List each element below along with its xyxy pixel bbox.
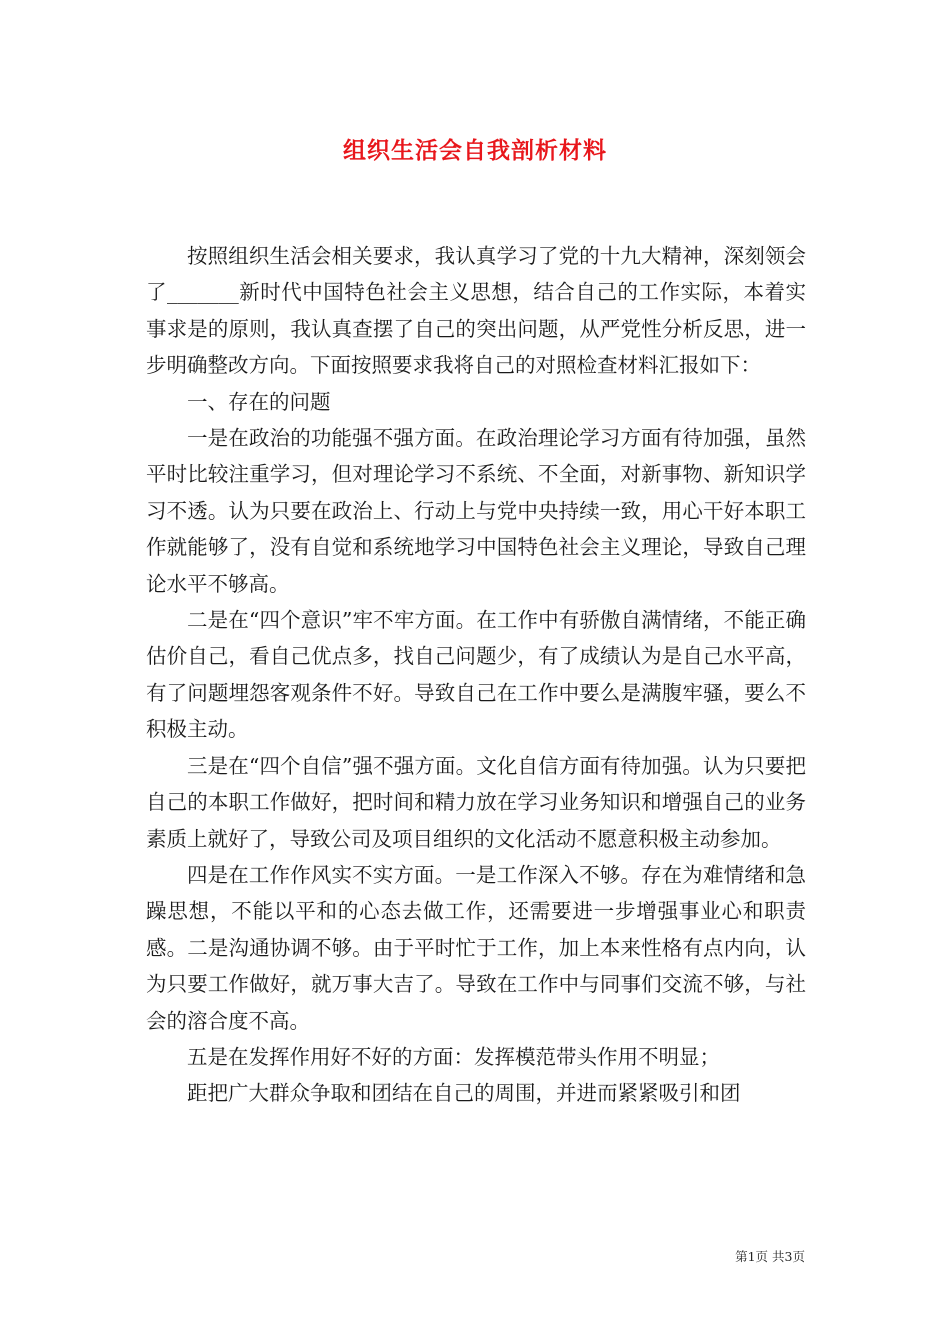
footer-total-pages: 3 <box>784 1249 793 1264</box>
page-footer <box>735 1247 805 1265</box>
document-title: 组织生活会自我剖析材料 <box>343 138 607 164</box>
paragraph-point-1: 一是在政治的功能强不强方面。在政治理论学习方面有待加强，虽然平时比较注重学习，但对理论学习不系统、不全面，对新事物、新知识学习不透。认为只要在政治上、行动上与党中央持续一致，用心干好本职工作就能够了，没有自觉和系统地学习中国特色社会主义理论，导致自己理论水平不够高。 <box>146 426 806 596</box>
paragraph-point-3: 三是在“四个自信”强不强方面。文化自信方面有待加强。认为只要把自己的本职工作做好，把时间和精力放在学习业务知识和增强自己的业务素质上就好了，导致公司及项目组织的文化活动不愿意积极主动参加。 <box>146 753 806 851</box>
paragraph-point-2: 二是在“四个意识”牢不牢方面。在工作中有骄傲自满情绪，不能正确估价自己，看自己优点多，找自己问题少，有了成绩认为是自己水平高，有了问题埋怨客观条件不好。导致自己在工作中要么是满腹牢骚，要么不积极主动。 <box>146 608 806 742</box>
footer-suffix: 页 <box>792 1249 805 1264</box>
footer-prefix: 第 <box>735 1249 748 1264</box>
footer-middle: 页 共 <box>755 1249 785 1264</box>
footer-current-page: 1 <box>747 1249 756 1264</box>
paragraph-intro: 按照组织生活会相关要求，我认真学习了党的十九大精神，深刻领会了_______新时代中国特色社会主义思想，结合自己的工作实际，本着实事求是的原则，我认真查摆了自己的突出问题，从严党性分析反思，进一步明确整改方向。下面按照要求我将自己的对照检查材料汇报如下： <box>146 244 806 378</box>
section-heading: 一、存在的问题 <box>187 389 331 414</box>
paragraph-point-4: 四是在工作作风实不实方面。一是工作深入不够。存在为难情绪和急躁思想，不能以平和的心态去做工作，还需要进一步增强事业心和职责感。二是沟通协调不够。由于平时忙于工作，加上本来性格有点内向，认为只要工作做好，就万事大吉了。导致在工作中与同事们交流不够，与社会的溶合度不高。 <box>146 862 806 1033</box>
paragraph-continued: 距把广大群众争取和团结在自己的周围，并进而紧紧吸引和团 <box>187 1081 741 1106</box>
paragraph-point-5: 五是在发挥作用好不好的方面：发挥模范带头作用不明显； <box>187 1044 720 1069</box>
document-body <box>146 238 806 1112</box>
